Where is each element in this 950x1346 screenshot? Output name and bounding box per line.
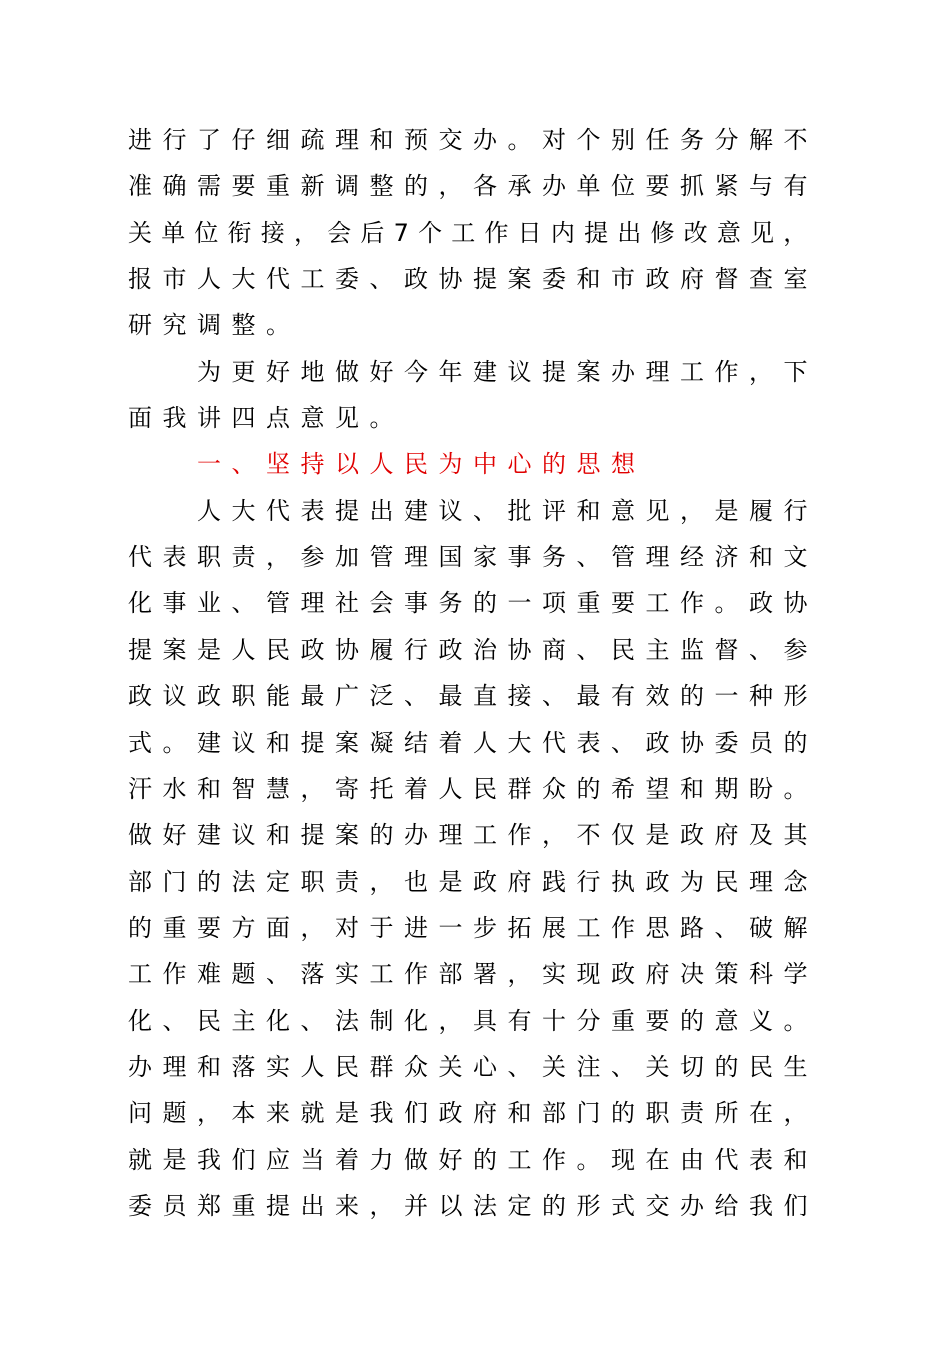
text-line: 做好建议和提案的办理工作，不仅是政府及其 [128, 821, 818, 849]
text-line: 办理和落实人民群众关心、关注、关切的民生 [128, 1053, 818, 1081]
text-line: 研究调整。 [128, 311, 301, 339]
text-line: 化事业、管理社会事务的一项重要工作。政协 [128, 589, 818, 617]
text-line: 汗水和智慧，寄托着人民群众的希望和期盼。 [128, 775, 818, 803]
text-line: 部门的法定职责，也是政府践行执政为民理念 [128, 868, 818, 896]
text-line: 委员郑重提出来，并以法定的形式交办给我们 [128, 1192, 818, 1220]
text-line: 面我讲四点意见。 [128, 404, 404, 432]
text-line: 式。建议和提案凝结着人大代表、政协委员的 [128, 729, 818, 757]
text-line: 化、民主化、法制化，具有十分重要的意义。 [128, 1007, 818, 1035]
section-heading: 一、坚持以人民为中心的思想 [197, 450, 646, 478]
text-line: 进行了仔细疏理和预交办。对个别任务分解不 [128, 126, 818, 154]
text-line: 政议政职能最广泛、最直接、最有效的一种形 [128, 682, 818, 710]
text-line: 提案是人民政协履行政治协商、民主监督、参 [128, 636, 818, 664]
paragraph-start-line: 为更好地做好今年建议提案办理工作，下 [197, 358, 818, 386]
text-line: 就是我们应当着力做好的工作。现在由代表和 [128, 1146, 818, 1174]
text-line: 关单位衔接，会后7个工作日内提出修改意见， [128, 219, 817, 247]
text-line: 准确需要重新调整的，各承办单位要抓紧与有 [128, 172, 818, 200]
text-line: 工作难题、落实工作部署，实现政府决策科学 [128, 960, 818, 988]
text-line: 代表职责，参加管理国家事务、管理经济和文 [128, 543, 818, 571]
text-line: 问题，本来就是我们政府和部门的职责所在， [128, 1099, 818, 1127]
text-line: 报市人大代工委、政协提案委和市政府督查室 [128, 265, 818, 293]
paragraph-start-line: 人大代表提出建议、批评和意见，是履行 [197, 497, 818, 525]
text-line: 的重要方面，对于进一步拓展工作思路、破解 [128, 914, 818, 942]
